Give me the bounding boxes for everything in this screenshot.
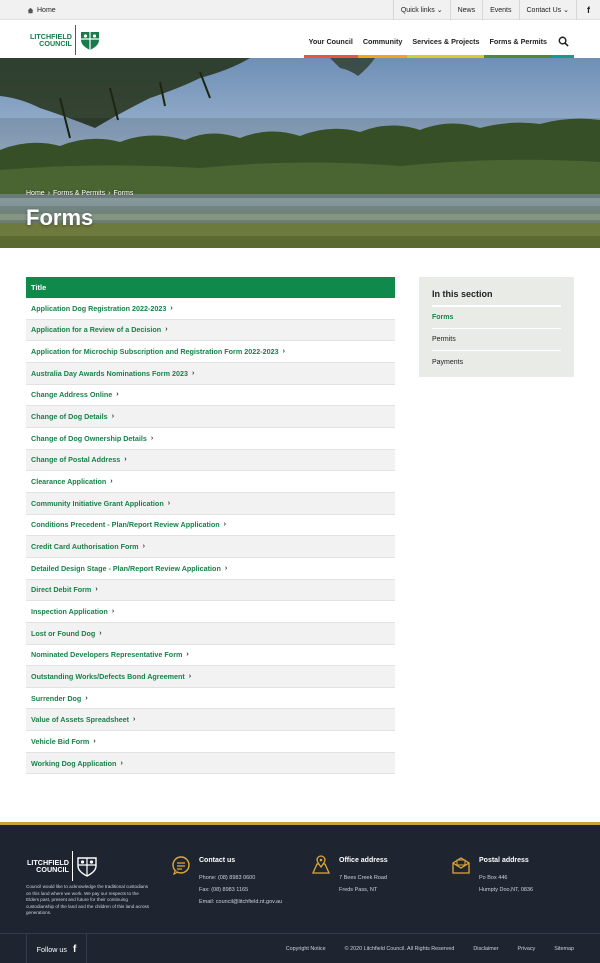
utility-bar — [0, 0, 600, 20]
contact-us-dropdown[interactable] — [519, 0, 577, 20]
chevron-right-icon: › — [224, 564, 228, 572]
table-row[interactable] — [26, 363, 395, 385]
form-link[interactable]: Credit Card Authorisation Form — [31, 542, 139, 552]
table-row[interactable] — [26, 515, 395, 537]
form-link[interactable]: Application for a Review of a Decision — [31, 325, 162, 335]
sidebar-item-payments[interactable] — [432, 351, 561, 373]
chevron-right-icon: › — [120, 759, 123, 767]
table-row[interactable] — [26, 341, 395, 363]
footer-bottom-bar — [0, 933, 600, 963]
form-link[interactable]: Change of Postal Address — [31, 455, 121, 465]
nav-services-projects[interactable] — [407, 20, 484, 58]
chevron-right-icon: › — [85, 694, 88, 702]
breadcrumb-forms-permits[interactable]: Forms & Permits — [53, 190, 106, 197]
nav-label: Your Council — [308, 36, 353, 46]
search-button[interactable] — [552, 20, 574, 58]
quick-links-label: Quick links — [400, 6, 435, 14]
table-row[interactable] — [26, 731, 395, 753]
table-row[interactable] — [26, 493, 395, 515]
disclaimer-link[interactable]: Disclaimer — [473, 946, 499, 952]
nav-your-council[interactable] — [304, 20, 358, 58]
chevron-right-icon: › — [186, 651, 189, 659]
nav-forms-permits[interactable] — [484, 20, 552, 58]
table-row[interactable] — [26, 428, 395, 450]
events-link[interactable] — [482, 0, 518, 20]
map-pin-icon — [311, 855, 331, 875]
form-link[interactable]: Direct Debit Form — [31, 585, 92, 595]
logo-text — [30, 33, 72, 48]
table-row[interactable] — [26, 471, 395, 493]
main-navigation — [304, 20, 574, 58]
table-body — [26, 298, 395, 774]
postal-address-heading: Postal address — [479, 857, 529, 864]
chevron-right-icon: › — [116, 391, 119, 399]
table-row[interactable] — [26, 645, 395, 667]
chevron-right-icon: › — [170, 304, 173, 312]
logo-divider — [75, 25, 76, 55]
contact-email[interactable]: Email: council@litchfield.nt.gov.au — [199, 899, 283, 905]
contact-us-heading: Contact us — [199, 857, 236, 864]
form-link[interactable]: Clearance Application — [31, 477, 107, 487]
facebook-icon[interactable]: f — [576, 0, 600, 20]
table-row[interactable] — [26, 688, 395, 710]
chevron-right-icon: › — [99, 629, 102, 637]
sidebar-item-label: Permits — [432, 336, 456, 343]
sidebar-title: In this section — [432, 289, 561, 307]
contact-fax: Fax: (08) 8983 1165 — [199, 887, 249, 893]
contact-phone[interactable]: Phone: (08) 8983 0600 — [199, 875, 256, 881]
form-link[interactable]: Value of Assets Spreadsheet — [31, 715, 130, 725]
council-logo[interactable] — [30, 23, 110, 57]
table-row[interactable] — [26, 320, 395, 342]
form-link[interactable]: Working Dog Application — [31, 758, 117, 768]
table-row[interactable] — [26, 298, 395, 320]
copyright-text: © 2020 Litchfield Council. All Rights Reserved — [344, 946, 455, 952]
sidebar-item-label: Forms — [432, 314, 454, 321]
logo-line-2: COUNCIL — [39, 39, 72, 48]
office-address-line-2: Freds Pass, NT — [339, 887, 378, 893]
office-address-heading: Office address — [339, 857, 388, 864]
form-link[interactable]: Surrender Dog — [31, 693, 82, 703]
table-row[interactable] — [26, 385, 395, 407]
footer-logo-line-1: LITCHFIELD — [27, 857, 69, 867]
nav-community[interactable] — [358, 20, 408, 58]
form-link[interactable]: Nominated Developers Representative Form — [31, 650, 183, 660]
chevron-right-icon: › — [95, 586, 98, 594]
table-row[interactable] — [26, 406, 395, 428]
site-header — [0, 20, 600, 58]
chevron-right-icon: › — [108, 190, 111, 197]
table-row[interactable] — [26, 558, 395, 580]
chevron-right-icon: › — [110, 478, 113, 486]
breadcrumb-current: Forms — [113, 190, 134, 197]
table-row[interactable] — [26, 450, 395, 472]
facebook-icon: f — [73, 943, 77, 955]
form-link[interactable]: Australia Day Awards Nominations Form 2023 — [31, 368, 188, 378]
office-address-line-1: 7 Bees Creek Road — [339, 875, 387, 881]
home-link-label: Home — [37, 6, 56, 14]
chevron-right-icon: › — [133, 716, 136, 724]
sitemap-link[interactable]: Sitemap — [554, 946, 574, 952]
chevron-right-icon: › — [111, 608, 115, 616]
nav-label: Community — [362, 36, 403, 46]
chevron-right-icon: › — [167, 499, 171, 507]
postal-address-line-1: Po Box 446 — [479, 875, 508, 881]
follow-us-facebook[interactable] — [26, 934, 87, 963]
table-row[interactable] — [26, 753, 395, 775]
table-row[interactable] — [26, 623, 395, 645]
news-link-label: News — [457, 6, 476, 14]
table-row[interactable] — [26, 709, 395, 731]
chevron-right-icon: › — [223, 521, 226, 529]
footer-logo-line-2: COUNCIL — [36, 865, 69, 874]
postal-address-line-2: Humpty Doo,NT, 0836 — [479, 887, 534, 893]
footer-logo-divider — [72, 851, 73, 881]
sidebar-item-label: Payments — [432, 358, 464, 366]
council-crest-icon — [79, 29, 101, 51]
chevron-right-icon: › — [142, 543, 145, 551]
form-link[interactable]: Outstanding Works/Defects Bond Agreement — [31, 671, 185, 681]
form-link[interactable]: Inspection Application — [31, 607, 108, 617]
chat-bubble-icon — [171, 855, 191, 875]
news-link[interactable] — [450, 0, 483, 20]
chevron-right-icon: › — [47, 190, 51, 197]
acknowledgement-text: Council would like to acknowledge the traditional custodians on this land where we work. We pay our respects to the Elders past, present and future for their continuing custodianship of the land and the children of this land across generations. — [26, 884, 150, 916]
privacy-link[interactable]: Privacy — [517, 946, 536, 952]
sidebar-item-forms[interactable] — [432, 307, 561, 329]
form-link[interactable]: Vehicle Bid Form — [31, 736, 90, 746]
chevron-down-icon: ⌄ — [563, 7, 569, 14]
sidebar-item-permits[interactable] — [432, 329, 561, 351]
chevron-right-icon: › — [165, 326, 168, 334]
table-row[interactable] — [26, 601, 395, 623]
envelope-icon — [451, 855, 471, 875]
chevron-right-icon: › — [150, 434, 154, 442]
chevron-down-icon: ⌄ — [436, 7, 443, 14]
chevron-right-icon: › — [111, 413, 115, 421]
breadcrumb — [26, 190, 133, 197]
chevron-right-icon: › — [93, 737, 96, 745]
chevron-right-icon: › — [124, 456, 127, 464]
table-header[interactable] — [26, 277, 395, 298]
follow-us-label: Follow us — [36, 944, 67, 954]
footer-logo-text — [27, 859, 69, 874]
site-footer — [0, 822, 600, 963]
table-row[interactable] — [26, 580, 395, 602]
chevron-right-icon: › — [282, 348, 285, 356]
table-header-label: Title — [31, 283, 47, 292]
form-link[interactable]: Application for Microchip Subscription and Registration Form 2022-2023 — [31, 347, 279, 357]
form-link[interactable]: Community Initiative Grant Application — [31, 498, 164, 508]
table-row[interactable] — [26, 536, 395, 558]
logo-line-1: LITCHFIELD — [30, 31, 72, 41]
nav-label: Forms & Permits — [489, 36, 547, 46]
copyright-notice-link[interactable]: Copyright Notice — [285, 946, 326, 952]
form-link[interactable]: Change of Dog Ownership Details — [31, 433, 147, 443]
form-link[interactable]: Conditions Precedent - Plan/Report Review Application — [31, 520, 220, 530]
home-link[interactable] — [27, 0, 56, 20]
section-sidebar — [419, 277, 574, 377]
form-link[interactable]: Lost or Found Dog — [31, 628, 96, 638]
forms-table — [26, 277, 395, 774]
chevron-right-icon: › — [191, 369, 195, 377]
quick-links-dropdown[interactable] — [393, 0, 450, 20]
form-link[interactable]: Detailed Design Stage - Plan/Report Review Application — [31, 563, 221, 573]
nav-label: Services & Projects — [412, 36, 480, 46]
table-row[interactable] — [26, 666, 395, 688]
chevron-right-icon: › — [188, 672, 192, 680]
search-icon — [558, 36, 569, 47]
page-title: Forms — [26, 205, 94, 230]
utility-links — [393, 0, 600, 20]
form-link[interactable]: Change Address Online — [31, 390, 113, 400]
home-icon — [27, 7, 34, 14]
hero-banner — [0, 58, 600, 248]
form-link[interactable]: Change of Dog Details — [31, 412, 108, 422]
events-link-label: Events — [490, 6, 512, 14]
footer-logo[interactable] — [27, 851, 98, 881]
form-link[interactable]: Application Dog Registration 2022-2023 — [31, 303, 167, 313]
contact-us-label: Contact Us — [526, 6, 562, 14]
council-crest-icon — [76, 855, 98, 877]
breadcrumb-home[interactable]: Home — [26, 190, 45, 197]
footer-links — [286, 934, 574, 963]
